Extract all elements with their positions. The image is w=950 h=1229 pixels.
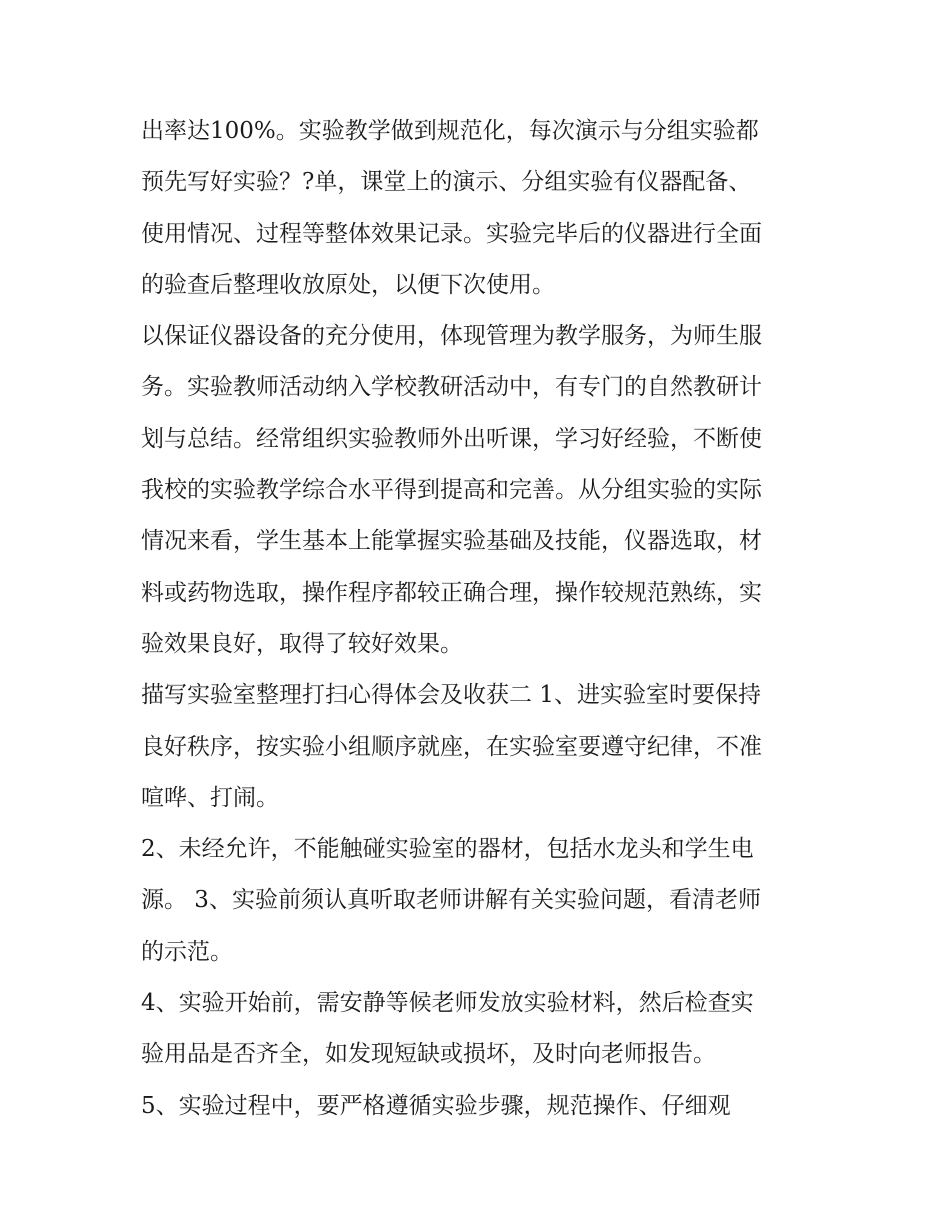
text-line: 源。 3、实验前须认真听取老师讲解有关实验问题，看清老师	[141, 887, 761, 914]
text-line: 划与总结。经常组织实验教师外出听课，学习好经验，不断使	[141, 425, 762, 452]
text-line: 5、实验过程中，要严格遵循实验步骤，规范操作、仔细观	[141, 1092, 731, 1119]
text-line: 验用品是否齐全，如发现短缺或损坏，及时向老师报告。	[141, 1041, 716, 1068]
text-line: 我校的实验教学综合水平得到提高和完善。从分组实验的实际	[141, 477, 762, 504]
text-line: 良好秩序，按实验小组顺序就座，在实验室要遵守纪律，不准	[141, 733, 762, 760]
text-line: 描写实验室整理打扫心得体会及收获二 1、进实验室时要保持	[141, 682, 761, 709]
text-line: 4、实验开始前，需安静等候老师发放实验材料，然后检查实	[141, 990, 754, 1017]
text-line: 验效果良好，取得了较好效果。	[141, 630, 463, 657]
body-text	[141, 106, 821, 1132]
text-line: 出率达100%。实验教学做到规范化，每次演示与分组实验都	[141, 118, 759, 144]
text-line: 使用情况、过程等整体效果记录。实验完毕后的仪器进行全面	[141, 220, 762, 247]
text-line: 的验查后整理收放原处，以便下次使用。	[141, 271, 555, 298]
text-line: 务。实验教师活动纳入学校教研活动中，有专门的自然教研计	[141, 374, 762, 401]
text-line: 2、未经允许，不能触碰实验室的器材，包括水龙头和学生电	[141, 836, 754, 863]
text-line: 预先写好实验？?单，课堂上的演示、分组实验有仪器配备、	[141, 169, 752, 196]
text-line: 料或药物选取，操作程序都较正确合理，操作较规范熟练，实	[141, 579, 762, 606]
text-line: 的示范。	[141, 938, 233, 965]
text-line: 以保证仪器设备的充分使用，体现管理为教学服务，为师生服	[141, 323, 762, 350]
text-line: 喧哗、打闹。	[141, 784, 279, 811]
text-line: 情况来看，学生基本上能掌握实验基础及技能，仪器选取，材	[141, 528, 762, 555]
